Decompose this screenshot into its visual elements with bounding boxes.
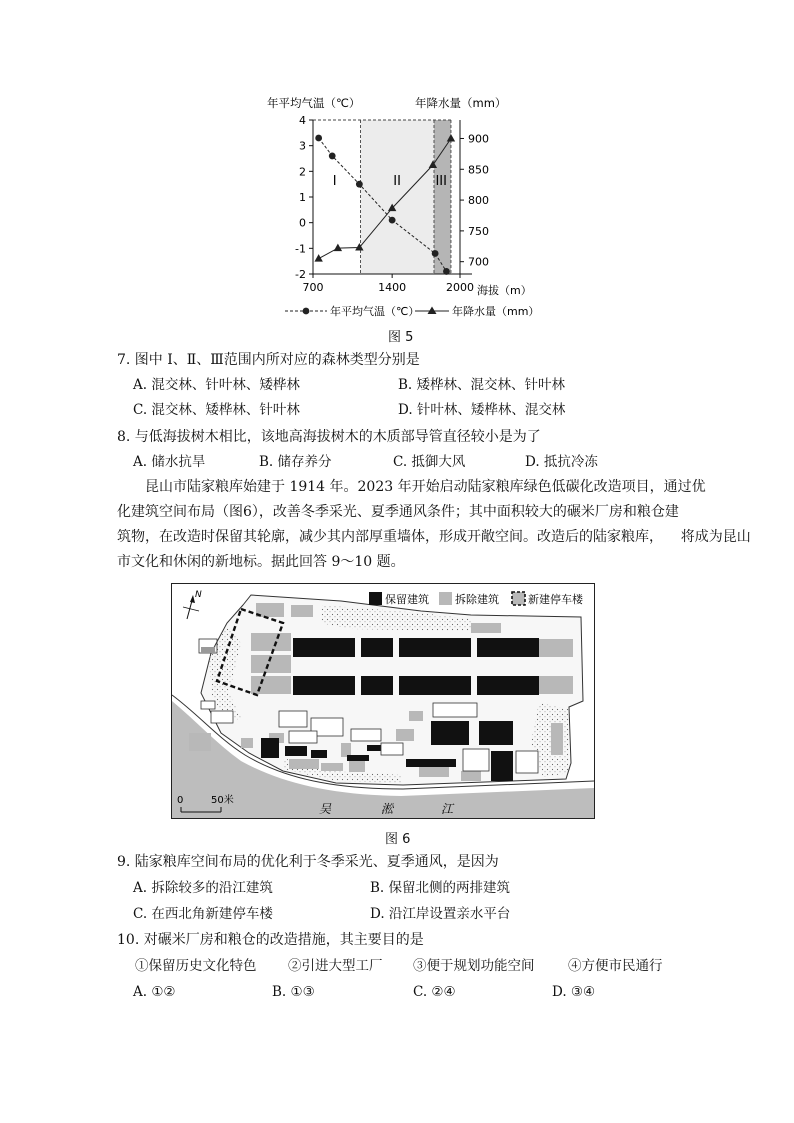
scale-distance: 50米 [211,795,234,806]
q10-option-d[interactable]: D. ③④ [552,984,596,1000]
question-10-stem: 10. 对碾米厂房和粮仓的改造措施，其主要目的是 [117,932,424,948]
x-axis-label: 海拔（m） [477,284,532,297]
legend-temp-label: 年平均气温（℃） [330,305,420,318]
q9-option-d[interactable]: D. 沿江岸设置亲水平台 [370,906,511,922]
q10-item-1: ①保留历史文化特色 [135,958,257,974]
q10-option-b[interactable]: B. ①③ [272,984,315,1000]
right-tick-label: 850 [468,163,489,177]
q10-item-3: ③便于规划功能空间 [413,958,535,974]
figure-5-chart [255,88,545,323]
figure-6-map [171,583,595,819]
legend-new-swatch [512,592,525,605]
q7-option-c[interactable]: C. 混交林、矮桦林、针叶林 [133,402,300,418]
left-tick-label: 1 [299,191,306,204]
zone-3-label: III [435,174,447,189]
passage-line-2: 化建筑空间布局（图6），改善冬季采光、夏季通风条件；其中面积较大的碾米厂房和粮仓建 [117,504,679,520]
question-9-stem: 9. 陆家粮库空间布局的优化利于冬季采光、夏季通风，是因为 [117,854,499,870]
x-tick-label: 2000 [446,281,474,294]
zone-1-label: I [332,174,337,189]
temperature-point [329,153,336,160]
q9-option-b[interactable]: B. 保留北侧的两排建筑 [370,880,511,896]
passage-line-4: 市文化和休闲的新地标。据此回答 9～10 题。 [117,554,405,570]
left-tick-label: 0 [299,216,306,230]
right-tick-label: 700 [468,255,489,269]
x-tick-label: 1400 [378,281,407,294]
q9-option-a[interactable]: A. 拆除较多的沿江建筑 [133,880,273,896]
q10-option-c[interactable]: C. ②④ [413,984,456,1000]
passage-line-1: 昆山市陆家粮库始建于 1914 年。2023 年开始启动陆家粮库绿色低碳化改造项目，通过优 [145,479,706,495]
river-name-3: 江 [441,802,454,816]
q7-option-b[interactable]: B. 矮桦林、混交林、针叶林 [398,377,566,393]
temperature-point [315,135,322,142]
river-name-2: 淞 [381,802,394,816]
question-7-stem: 7. 图中 Ⅰ、Ⅱ、Ⅲ范围内所对应的森林类型分别是 [117,352,420,368]
left-tick-label: -2 [295,268,306,281]
temperature-point [443,268,450,275]
zone-2-label: II [393,174,401,189]
temperature-point [356,181,363,188]
right-tick-label: 800 [468,194,489,208]
left-tick-label: 3 [299,139,306,153]
figure-5-caption: 图 5 [388,330,414,345]
pier-deck [201,647,215,653]
q10-item-2: ②引进大型工厂 [288,958,383,974]
question-8-stem: 8. 与低海拔树木相比，该地高海拔树木的木质部导管直径较小是为了 [117,429,541,445]
legend-remove-swatch [439,592,452,605]
q7-option-d[interactable]: D. 针叶林、矮桦林、混交林 [398,402,566,418]
temperature-point [389,217,396,224]
right-tick-label: 900 [468,132,489,146]
temperature-point [432,250,439,257]
q7-option-a[interactable]: A. 混交林、针叶林、矮桦林 [133,377,300,393]
zone-2-area [360,120,434,274]
q8-option-b[interactable]: B. 储存养分 [259,454,332,470]
legend-precip-label: 年降水量（mm） [452,305,540,318]
q9-option-c[interactable]: C. 在西北角新建停车楼 [133,906,273,922]
figure-6-caption: 图 6 [385,832,411,847]
river-name-1: 吴 [319,802,332,816]
left-tick-label: 4 [299,114,306,127]
right-axis-label: 年降水量（mm） [415,96,507,110]
legend-remove-label: 拆除建筑 [455,593,499,606]
right-tick-label: 750 [468,224,489,238]
legend-temp-marker [303,308,310,315]
left-axis-label: 年平均气温（℃） [267,96,361,110]
left-tick-label: 2 [299,165,306,179]
legend-new-label: 新建停车楼 [528,593,583,606]
q10-item-4: ④方便市民通行 [568,958,663,974]
x-tick-label: 700 [302,281,324,294]
north-label: N [195,590,202,600]
legend-precip-marker [428,307,437,315]
left-tick-label: -1 [295,242,306,256]
passage-line-3: 筑物，在改造时保留其轮廓，减少其内部厚重墙体，形成开敞空间。改造后的陆家粮库， 将成为昆山 [117,529,751,545]
scale-zero: 0 [177,795,184,806]
legend-keep-label: 保留建筑 [385,593,429,606]
q8-option-c[interactable]: C. 抵御大风 [393,454,466,470]
q8-option-a[interactable]: A. 储水抗旱 [133,454,206,470]
q8-option-d[interactable]: D. 抵抗冷冻 [525,454,598,470]
q10-option-a[interactable]: A. ①② [133,984,176,1000]
legend-keep-swatch [369,592,382,605]
